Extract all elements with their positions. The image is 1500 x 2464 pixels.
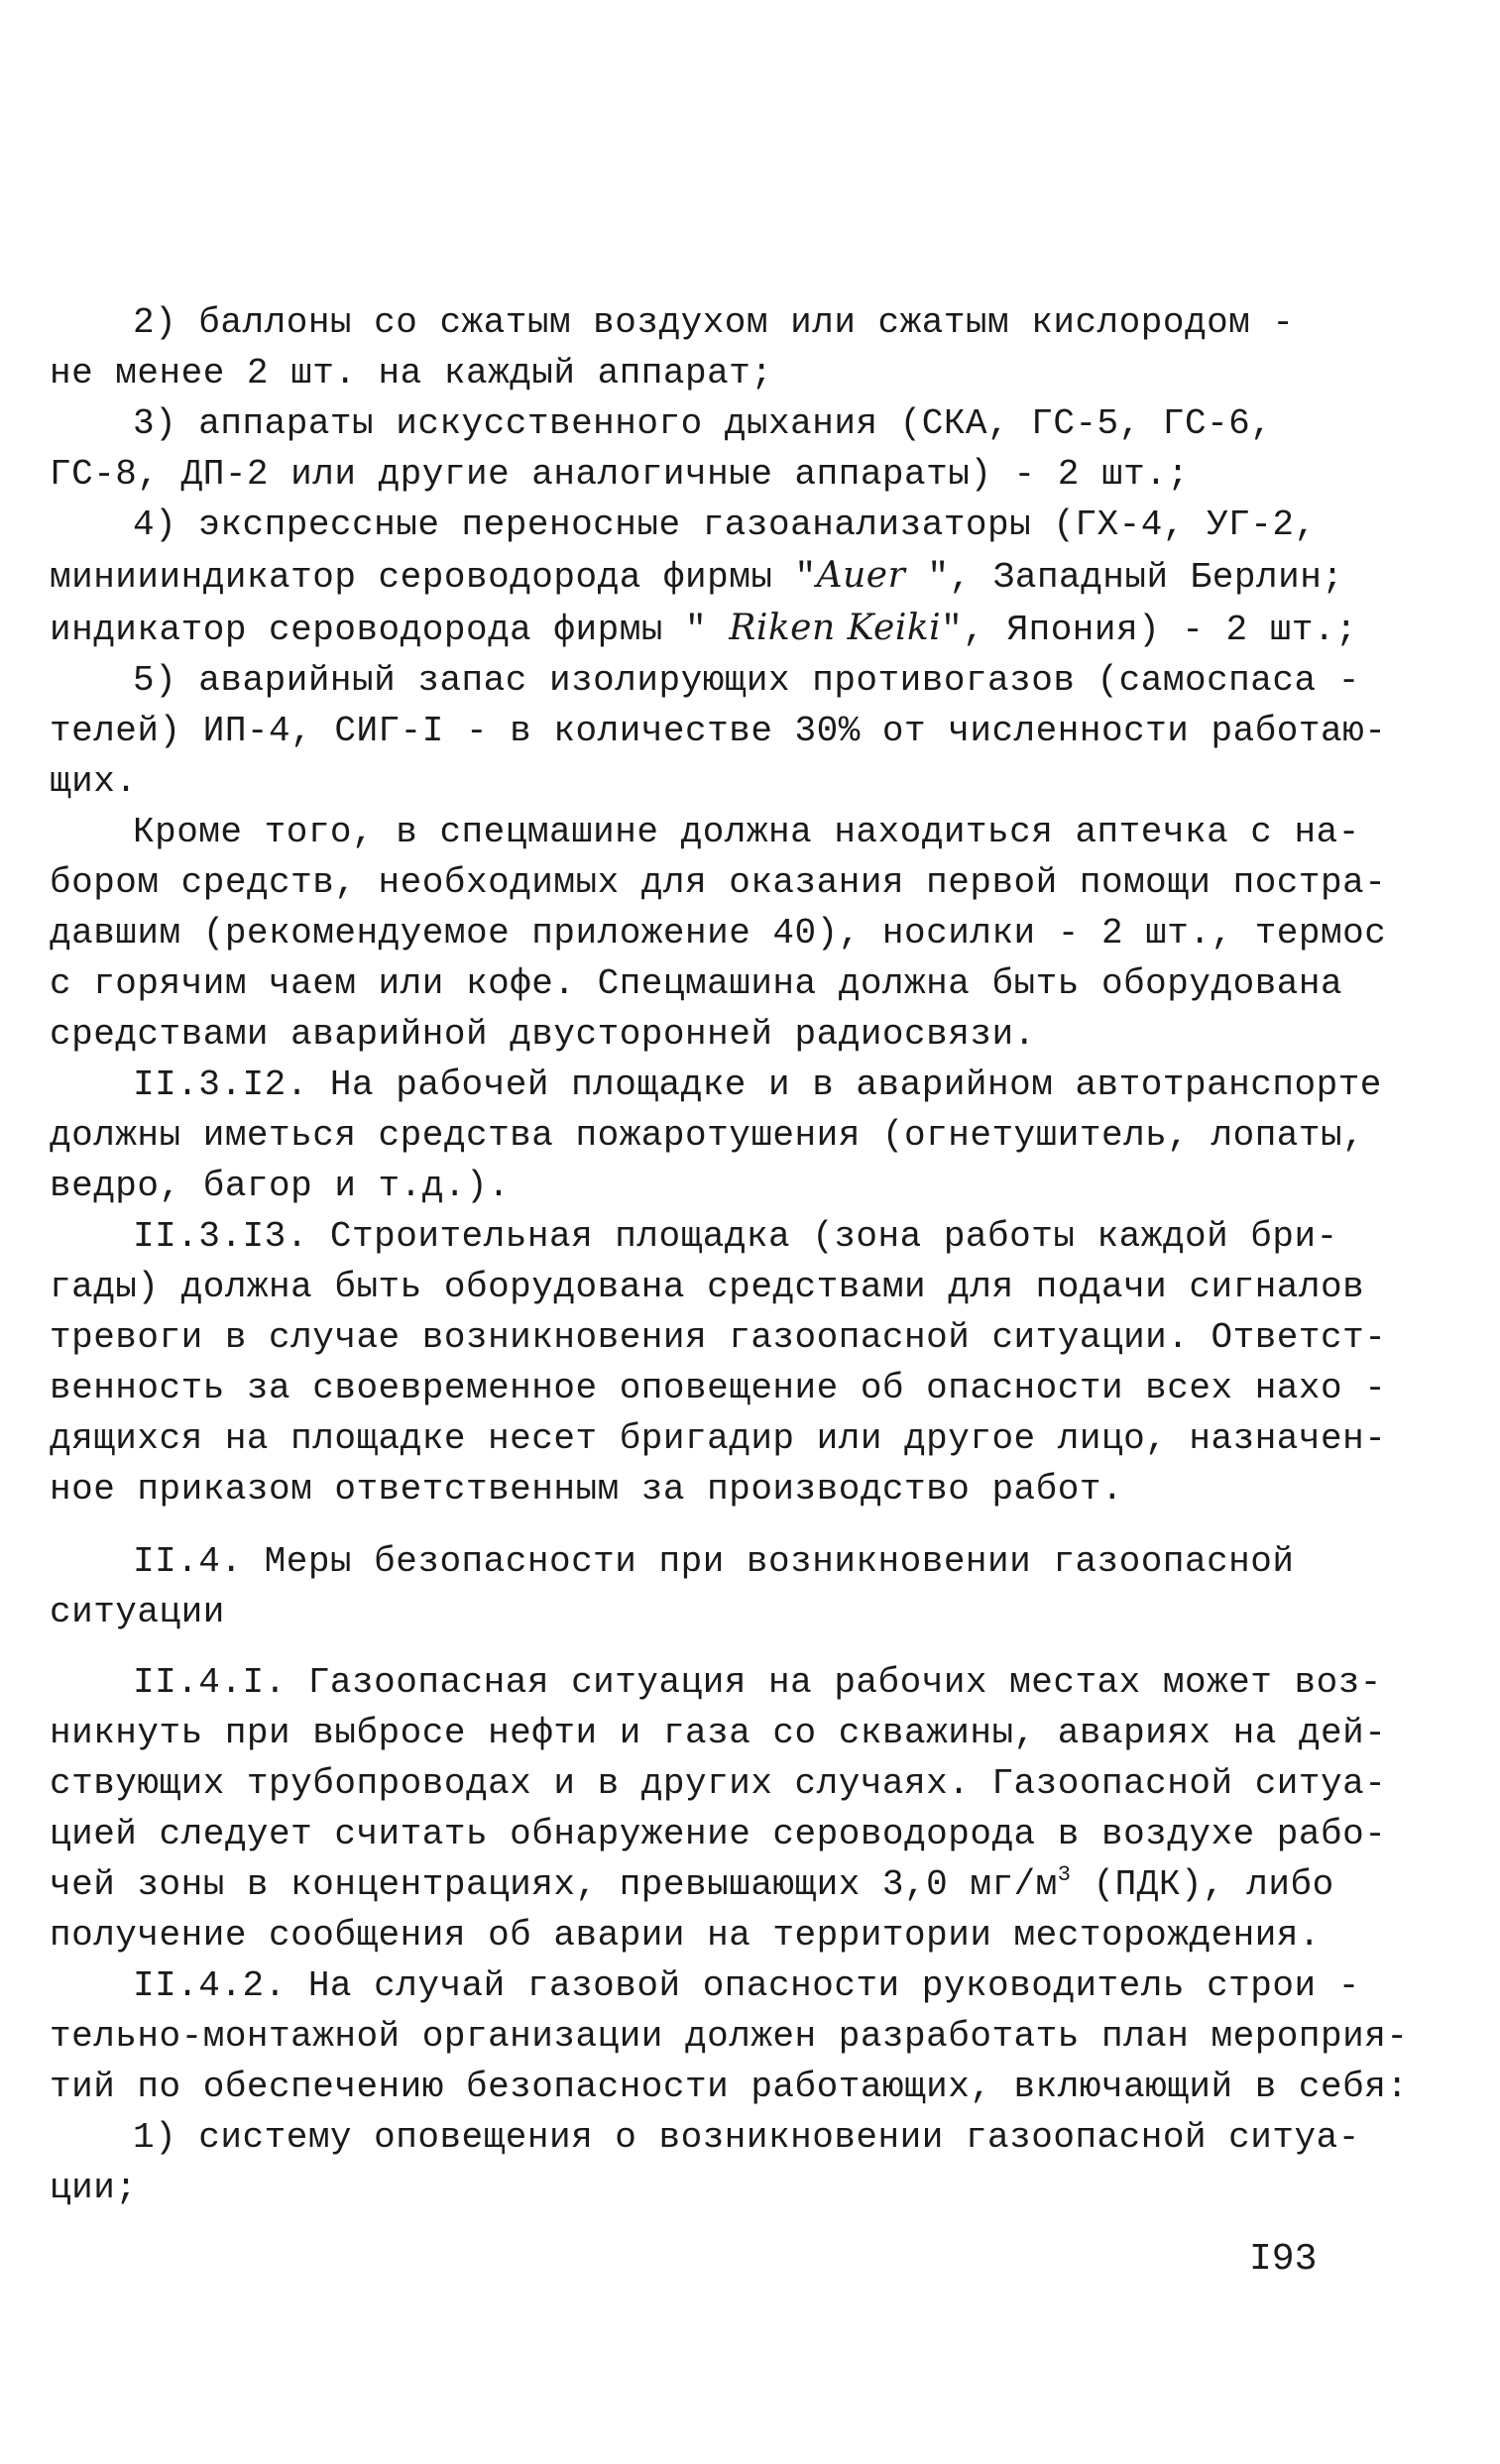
text-line: тельно-монтажной организации должен разработать план мероприя-: [50, 2016, 1409, 2057]
text-line: Кроме того, в спецмашине должна находиться аптечка с на-: [133, 812, 1360, 852]
list-item-warning-system: [50, 2112, 1360, 2213]
superscript: 3: [1057, 1862, 1072, 1887]
text-line: ное приказом ответственным за производство работ.: [50, 1469, 1124, 1510]
text-line: II.4.2. На случай газовой опасности руководитель строи -: [133, 1965, 1360, 2006]
text-line: тий по обеспечению безопасности работающих, включающий в себя:: [50, 2067, 1409, 2107]
paragraph-first-aid-kit: [50, 807, 1387, 1060]
text-line: гады) должна быть оборудована средствами для подачи сигналов: [50, 1267, 1365, 1307]
text-line: ствующих трубопроводах и в других случаях. Газоопасной ситуа-: [50, 1763, 1387, 1804]
text-fragment: миниииндикатор сероводорода фирмы ": [50, 557, 817, 598]
text-line: тревоги в случае возникновения газоопасной ситуации. Ответст-: [50, 1317, 1387, 1358]
text-line: II.3.I3. Строительная площадка (зона работы каждой бри-: [133, 1216, 1338, 1257]
text-line: щих.: [50, 761, 138, 802]
text-line: получение сообщения об аварии на территории месторождения.: [50, 1915, 1322, 1956]
text-line: [50, 1859, 1338, 1910]
text-line: 2) баллоны со сжатым воздухом или сжатым кислородом -: [133, 302, 1295, 343]
text-line: II.4.I. Газоопасная ситуация на рабочих местах может воз-: [133, 1662, 1382, 1703]
text-line: 1) систему оповещения о возникновении газоопасной ситуа-: [133, 2117, 1360, 2158]
list-item-breathing-apparatus: [50, 398, 1338, 500]
text-line: 4) экспрессные переносные газоанализаторы (ГХ-4, УГ-2,: [133, 504, 1317, 545]
text-line: телей) ИП-4, СИГ-I - в количестве 30% от численности работаю-: [50, 711, 1387, 751]
text-line: венность за своевременное оповещение об опасности всех нахо -: [50, 1368, 1387, 1408]
heading-line: II.4. Меры безопасности при возникновении газоопасной: [133, 1541, 1295, 1582]
list-item-cylinders: [50, 297, 1338, 398]
heading-line: ситуации: [50, 1592, 225, 1632]
text-line: 3) аппараты искусственного дыхания (СКА, ГС-5, ГС-6,: [133, 403, 1273, 444]
paragraph-2-3-13: [50, 1211, 1387, 1514]
list-item-gas-analyzers: [50, 500, 1358, 655]
text-line: с горячим чаем или кофе. Спецмашина должна быть оборудована: [50, 963, 1343, 1004]
text-line: дящихся на площадке несет бригадир или другое лицо, назначен-: [50, 1418, 1387, 1459]
text-line: должны иметься средства пожаротушения (огнетушитель, лопаты,: [50, 1115, 1365, 1156]
text-line: не менее 2 шт. на каждый аппарат;: [50, 353, 773, 393]
paragraph-2-4-2: [50, 1960, 1409, 2112]
text-line: ции;: [50, 2168, 138, 2208]
text-line: ведро, багор и т.д.).: [50, 1166, 511, 1206]
page-number: I93: [1249, 2238, 1318, 2281]
text-line: цией следует считать обнаружение сероводорода в воздухе рабо-: [50, 1814, 1387, 1854]
list-item-gas-masks: [50, 655, 1387, 807]
paragraph-2-4-1: [50, 1657, 1387, 1960]
text-line: давшим (рекомендуемое приложение 40), носилки - 2 шт., термос: [50, 913, 1387, 953]
section-heading-2-4: [50, 1536, 1338, 1637]
text-line: средствами аварийной двусторонней радиосвязи.: [50, 1014, 1036, 1055]
text-fragment: ", Западный Берлин;: [905, 557, 1344, 598]
text-line: II.3.I2. На рабочей площадке и в аварийном автотранспорте: [133, 1064, 1382, 1105]
text-line: ГС-8, ДП-2 или другие аналогичные аппараты) - 2 шт.;: [50, 454, 1190, 495]
text-line: [50, 603, 1358, 655]
text-line: [50, 550, 1344, 603]
text-line: 5) аварийный запас изолирующих противогазов (самоспаса -: [133, 660, 1360, 701]
text-line: бором средств, необходимых для оказания первой помощи постра-: [50, 862, 1387, 903]
text-fragment: ", Япония) - 2 шт.;: [941, 610, 1358, 650]
text-line: никнуть при выбросе нефти и газа со скважины, авариях на дей-: [50, 1713, 1387, 1753]
text-fragment: (ПДК), либо: [1071, 1864, 1334, 1905]
handwritten-brand: Riken Keiki: [729, 608, 942, 648]
text-fragment: чей зоны в концентрациях, превышающих 3,0 мг/м: [50, 1864, 1058, 1905]
handwritten-brand: Auer: [816, 555, 906, 596]
body-text: [50, 297, 1409, 2213]
paragraph-2-3-12: [50, 1060, 1382, 1211]
text-fragment: индикатор сероводорода фирмы ": [50, 610, 730, 650]
